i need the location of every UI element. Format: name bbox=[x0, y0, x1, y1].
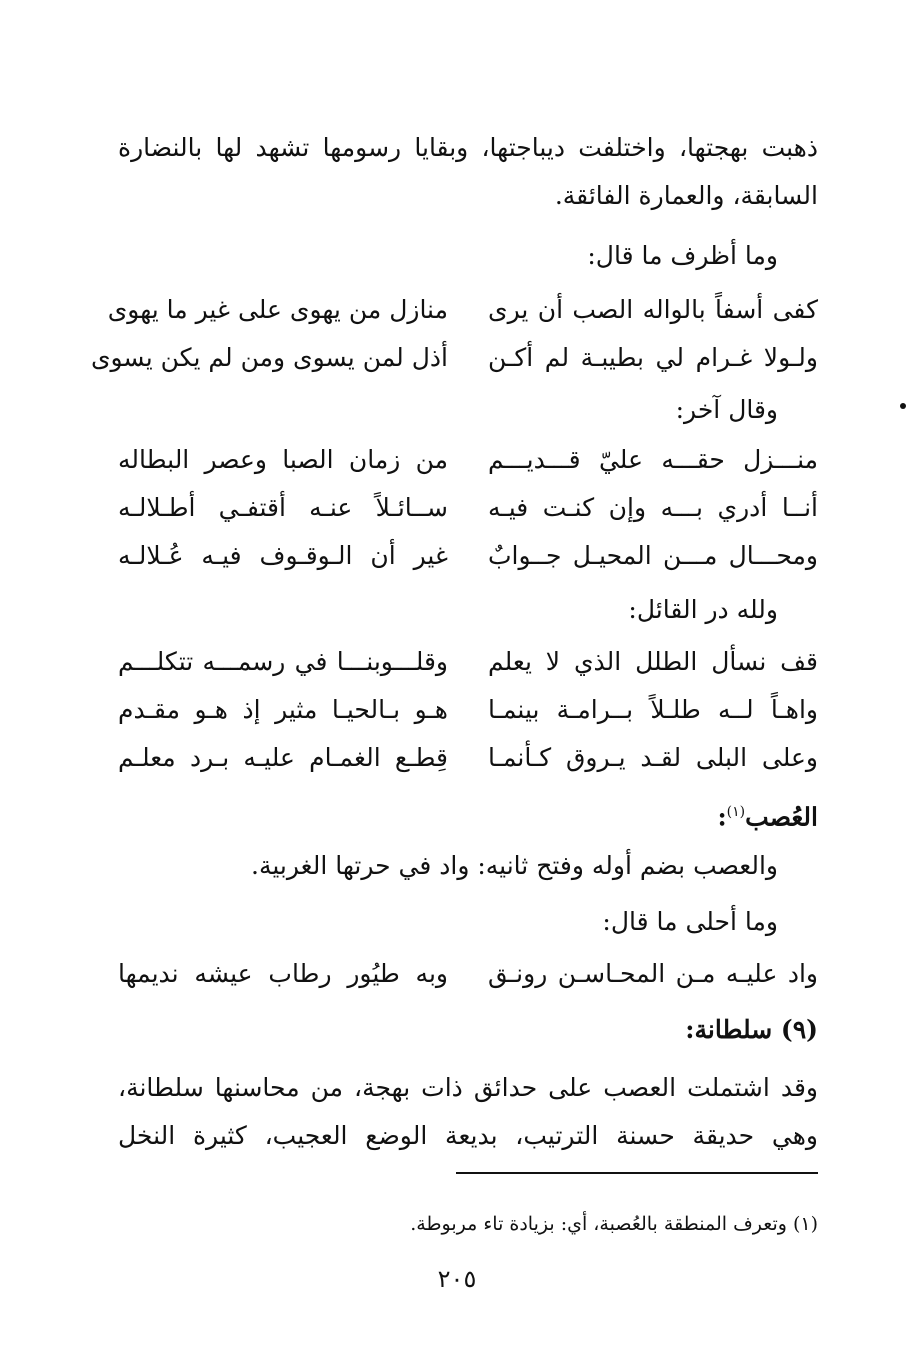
verse-first-hemistich: قف نسأل الطلل الذي لا يعلم bbox=[488, 647, 818, 676]
paragraph-continuation: ذهبت بهجتها، واختلفت ديباجتها، وبقايا رسومها تشهد لها بالنضارة السابقة، والعمارة الفائقة. bbox=[118, 133, 818, 210]
page-number: ٢٠٥ bbox=[437, 1265, 477, 1293]
verse-intro-2: وقال آخر: bbox=[675, 395, 778, 424]
verse-first-hemistich: ولـولا غـرام لي بطيبـة لم أكـن bbox=[488, 343, 818, 372]
verse-first-hemistich: منـــزل حقـــه عليّ قـــديـــم bbox=[488, 445, 818, 474]
verse-second-hemistich: وبه طيُور رطاب عيشه نديمها bbox=[118, 959, 448, 988]
verse-first-hemistich: كفى أسفاً بالواله الصب أن يرى bbox=[488, 295, 818, 324]
verse-second-hemistich: أذل لمن يسوى ومن لم يكن يسوى bbox=[90, 343, 448, 372]
paragraph-definition: والعصب بضم أوله وفتح ثانيه: واد في حرتها الغربية. bbox=[251, 851, 778, 880]
verse-line bbox=[118, 638, 818, 686]
verse-second-hemistich: قِطـع الغمـام عليـه بـرد معلـم bbox=[118, 743, 448, 772]
verse-second-hemistich: من زمان الصبا وعصر البطاله bbox=[118, 445, 448, 474]
paragraph-line: وقد اشتملت العصب على حدائق ذات بهجة، من محاسنها سلطانة، bbox=[118, 1073, 818, 1102]
verse-line bbox=[118, 734, 818, 782]
verse-second-hemistich: غير أن الـوقـوف فيـه عُـلالـه bbox=[118, 541, 448, 570]
verse-first-hemistich: واهـاً لــه طلـلاً بــرامـة بينمـا bbox=[488, 695, 818, 724]
verse-line bbox=[118, 436, 818, 484]
verse-line bbox=[107, 286, 818, 334]
verse-second-hemistich: هـو بـالحيـا مثير إذ هـو مقـدم bbox=[118, 695, 448, 724]
footnote: (١) وتعرف المنطقة بالعُصبة، أي: بزيادة تاء مربوطة. bbox=[410, 1213, 818, 1235]
section-heading-asab bbox=[717, 788, 818, 841]
verse-intro-1: وما أظرف ما قال: bbox=[587, 241, 778, 270]
section-heading-sultana: (٩) سلطانة: bbox=[685, 1015, 818, 1044]
heading-text: العُصب bbox=[745, 802, 818, 832]
verse-line bbox=[118, 950, 818, 998]
verse-first-hemistich: وعلى البلى لقـد يـروق كـأنمـا bbox=[488, 743, 818, 772]
verse-line bbox=[118, 484, 818, 532]
verse-second-hemistich: ســائـلاً عنـه أقتفـي أطـلالـه bbox=[118, 493, 448, 522]
verse-second-hemistich: وقلـــوبنـــا في رسمـــه تتكلـــم bbox=[118, 647, 448, 676]
footnote-marker: (١) bbox=[726, 804, 746, 820]
heading-colon: : bbox=[717, 802, 727, 832]
margin-mark bbox=[900, 403, 906, 409]
verse-second-hemistich: منازل من يهوى على غير ما يهوى bbox=[107, 295, 448, 324]
verse-intro-3: ولله در القائل: bbox=[628, 595, 778, 624]
verse-first-hemistich: واد عليـه مـن المحـاسـن رونـق bbox=[488, 959, 818, 988]
verse-first-hemistich: ومحـــال مـــن المحيـل جــوابٌ bbox=[488, 541, 818, 570]
verse-line bbox=[90, 334, 818, 382]
verse-line bbox=[118, 686, 818, 734]
verse-intro-4: وما أحلى ما قال: bbox=[602, 907, 778, 936]
verse-first-hemistich: أنــا أدري بـــه وإن كنـت فيـه bbox=[488, 493, 818, 522]
verse-line bbox=[118, 532, 818, 580]
footnote-separator bbox=[456, 1172, 818, 1174]
paragraph-line: وهي حديقة حسنة الترتيب، بديعة الوضع العجيب، كثيرة النخل bbox=[118, 1121, 818, 1150]
